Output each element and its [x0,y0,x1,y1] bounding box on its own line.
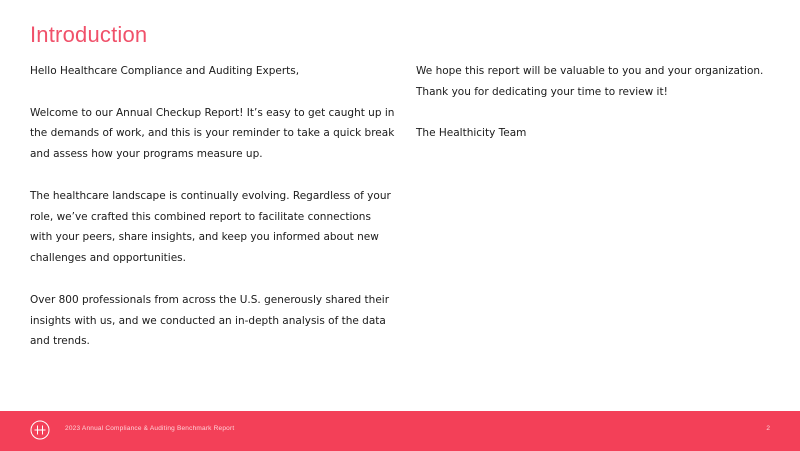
greeting-paragraph: Hello Healthcare Compliance and Auditing Experts, [30,65,300,77]
footer-report-name: 2023 Annual Compliance & Auditing Benchmark Report [65,425,235,432]
welcome-paragraph: Welcome to our Annual Checkup Report! It’s easy to get caught up in the demands of work, and this is your reminder to take a quick break and assess how your programs measure up. [30,106,395,161]
left-column [30,61,395,373]
page-title: Introduction [30,22,148,47]
signature: The Healthicity Team [416,127,527,140]
closing-paragraph: We hope this report will be valuable to you and your organization. Thank you for dedicating your time to review it! [416,65,764,98]
page-number: 2 [766,425,770,432]
right-column [416,61,768,165]
survey-paragraph: Over 800 professionals from across the U.S. generously shared their insights with us, and we conducted an in-depth analysis of the data and trends. [30,293,390,348]
footer-bar [0,411,800,451]
healthicity-h-logo-icon [30,420,50,440]
landscape-paragraph: The healthcare landscape is continually evolving. Regardless of your role, we’ve crafted this combined report to facilitate connections with your peers, share insights, and keep you informed about new challenges and opportunities. [30,189,391,265]
